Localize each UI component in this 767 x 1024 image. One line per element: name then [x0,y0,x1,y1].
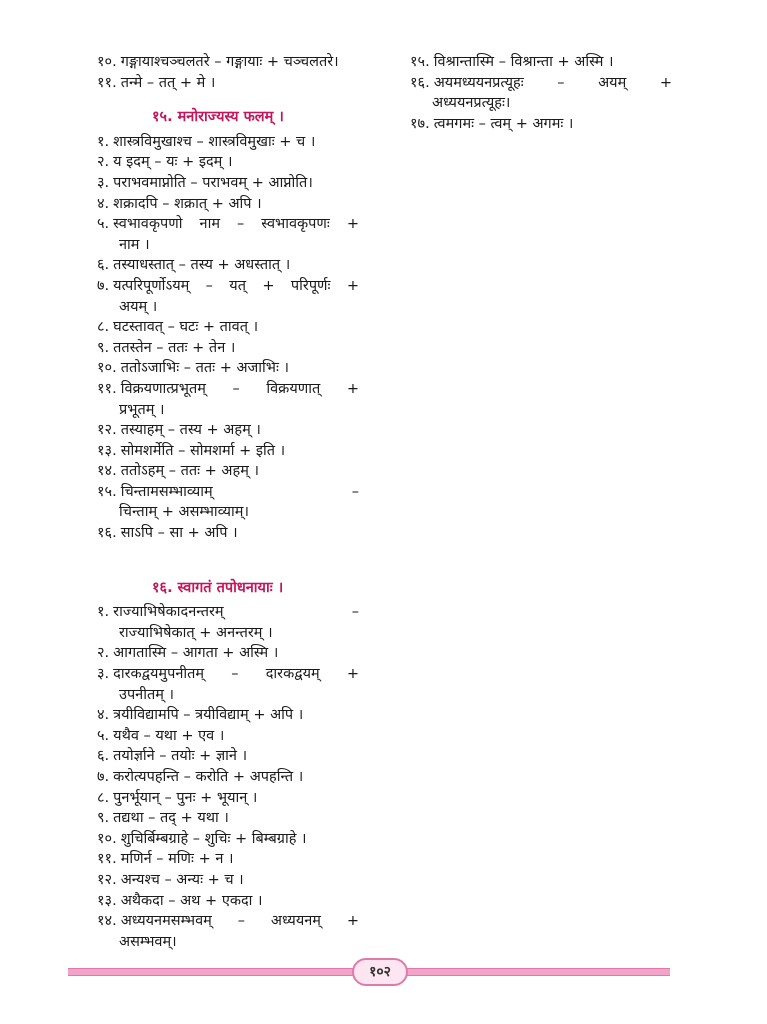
list-item [97,379,359,420]
item-number: १. [97,133,110,150]
list-item [97,767,359,788]
list-item [97,52,359,73]
item-number: १०. [97,54,117,70]
list-item [97,870,359,891]
item-number: ९. [97,810,110,827]
item-number: ४. [97,707,110,724]
page-number: १०२ [352,958,408,986]
item-text: अथैकदा – अथ + एकदा । [120,892,263,909]
list-item [97,829,359,850]
item-text: सोमशर्मेति – सोमशर्मा + इति । [120,442,286,459]
list-item [97,338,359,359]
item-text: तस्याहम् – तस्य + अहम् । [120,422,261,439]
item-text: अध्ययनमसम्भवम् – अध्ययनम् + [120,913,359,930]
section-15-heading: १५. मनोराज्यस्य फलम् । [152,109,284,126]
list-item [97,420,359,441]
item-number: ११. [97,380,117,397]
list-item [97,194,359,215]
item-text: अयमध्ययनप्रत्यूहः – अयम् + [433,74,672,91]
section-16-list [97,602,359,952]
item-text: ततोऽजाभिः – ततः + अजाभिः । [120,360,290,377]
item-number: १२. [97,422,117,439]
list-item [97,849,359,870]
item-text: चिन्तामसम्भाव्याम् – [120,483,359,500]
item-number: १३. [97,442,117,459]
list-item [410,52,672,73]
item-number: १०. [97,360,117,377]
section-15-list [97,132,359,544]
footer-rule-left [68,968,353,976]
item-number: ४. [97,195,110,212]
item-number: ७. [97,769,110,785]
section-16-heading: १६. स्वागतं तपोधनायाः । [152,579,284,596]
list-item [97,255,359,276]
item-number: २. [97,645,110,662]
right-column [410,52,672,134]
item-number: १४. [97,913,117,930]
item-number: २. [97,154,110,171]
item-text: यथैव – यथा + एव । [113,727,225,744]
list-item [97,911,359,952]
item-text: तन्मे – तत् + मे । [120,74,216,91]
list-item [97,808,359,829]
item-continuation: असम्भवम्। [119,933,177,950]
list-item [97,461,359,482]
item-text: स्वभावकृपणो नाम – स्वभावकृपणः + [113,216,359,233]
list-item [97,891,359,912]
item-continuation: राज्याभिषेकात् + अनन्तरम् । [119,624,273,641]
list-item [97,132,359,153]
list-item [97,705,359,726]
item-number: ५. [97,216,110,233]
right-list [410,52,672,134]
item-number: ९. [97,339,110,356]
item-text: ततस्तेन – ततः + तेन । [113,339,236,356]
item-number: ८. [97,789,110,806]
list-item [97,152,359,173]
item-text: गङ्गायाश्चञ्चलतरे – गङ्गायाः + चञ्चलतरे। [120,54,339,70]
list-item [97,317,359,338]
item-text: अन्यश्च – अन्यः + च । [120,871,244,888]
item-number: ६. [97,257,110,274]
list-item [97,276,359,317]
list-item [97,664,359,705]
item-number: १७. [410,115,430,132]
item-text: य इदम् – यः + इदम् । [113,154,233,171]
item-text: त्रयीविद्यामपि – त्रयीविद्याम् + अपि । [113,707,304,724]
item-text: विक्रयणात्प्रभूतम् – विक्रयणात् + [120,380,359,397]
item-text: करोत्यपहन्ति – करोति + अपहन्ति । [113,769,304,785]
item-number: १५. [410,54,430,70]
list-item [97,358,359,379]
left-column [97,52,359,952]
list-item [97,523,359,544]
item-text: यत्परिपूर्णोऽयम् – यत् + परिपूर्णः + [113,277,359,294]
list-item [410,114,672,135]
item-text: साऽपि – सा + अपि । [120,525,238,542]
list-item [97,788,359,809]
item-number: ३. [97,174,110,191]
item-text: शास्त्रविमुखाश्च – शास्त्रविमुखाः + च । [113,133,316,150]
list-item [97,173,359,194]
item-number: १०. [97,830,117,847]
list-item [97,482,359,523]
item-number: ११. [97,74,117,91]
item-text: घटस्तावत् – घटः + तावत् । [113,319,259,336]
item-number: ७. [97,277,110,294]
list-item [97,726,359,747]
list-item [410,73,672,114]
item-text: पुनर्भूयान् – पुनः + भूयान् । [113,789,258,806]
item-text: दारकद्वयमुपनीतम् – दारकद्वयम् + [113,666,359,683]
item-text: त्वमगमः – त्वम् + अगमः । [433,115,574,132]
item-text: शुचिर्बिम्बग्राहे – शुचिः + बिम्बग्राहे । [120,830,307,847]
item-number: ३. [97,666,110,683]
item-number: १. [97,604,110,621]
item-number: ८. [97,319,110,336]
item-text: राज्याभिषेकादनन्तरम् – [113,604,359,621]
item-continuation: उपनीतम् । [119,686,175,703]
item-number: १३. [97,892,117,909]
item-text: विश्रान्तास्मि – विश्रान्ता + अस्मि । [433,54,614,70]
item-number: १४. [97,463,117,480]
item-text: ततोऽहम् – ततः + अहम् । [120,463,259,480]
item-continuation: चिन्ताम् + असम्भाव्याम्। [119,504,249,521]
item-text: आगतास्मि – आगता + अस्मि । [113,645,279,662]
item-text: तयोर्ज्ञाने – तयोः + ज्ञाने । [113,748,248,765]
list-item [97,214,359,255]
item-number: १२. [97,871,117,888]
item-text: मणिर्न – मणिः + न । [120,851,234,868]
list-item [97,643,359,664]
item-continuation: अयम् । [119,298,158,315]
list-item [97,441,359,462]
item-number: १६. [97,525,117,542]
footer-rule-right [402,968,670,976]
list-item [97,746,359,767]
item-continuation: नाम । [119,236,150,253]
item-text: तस्याधस्तात् – तस्य + अधस्तात् । [113,257,291,274]
item-continuation: प्रभूतम् । [119,401,165,418]
item-number: १५. [97,483,117,500]
item-text: शक्रादपि – शक्रात् + अपि । [113,195,262,212]
item-number: ५. [97,727,110,744]
item-text: तद्यथा – तद् + यथा । [113,810,229,827]
list-item [97,602,359,643]
left-top-list [97,52,359,93]
item-number: १६. [410,74,430,91]
list-item [97,73,359,94]
item-number: ६. [97,748,110,765]
item-number: ११. [97,851,117,868]
item-continuation: अध्ययनप्रत्यूहः। [432,95,511,112]
item-text: पराभवमाप्नोति – पराभवम् + आप्नोति। [113,174,313,191]
